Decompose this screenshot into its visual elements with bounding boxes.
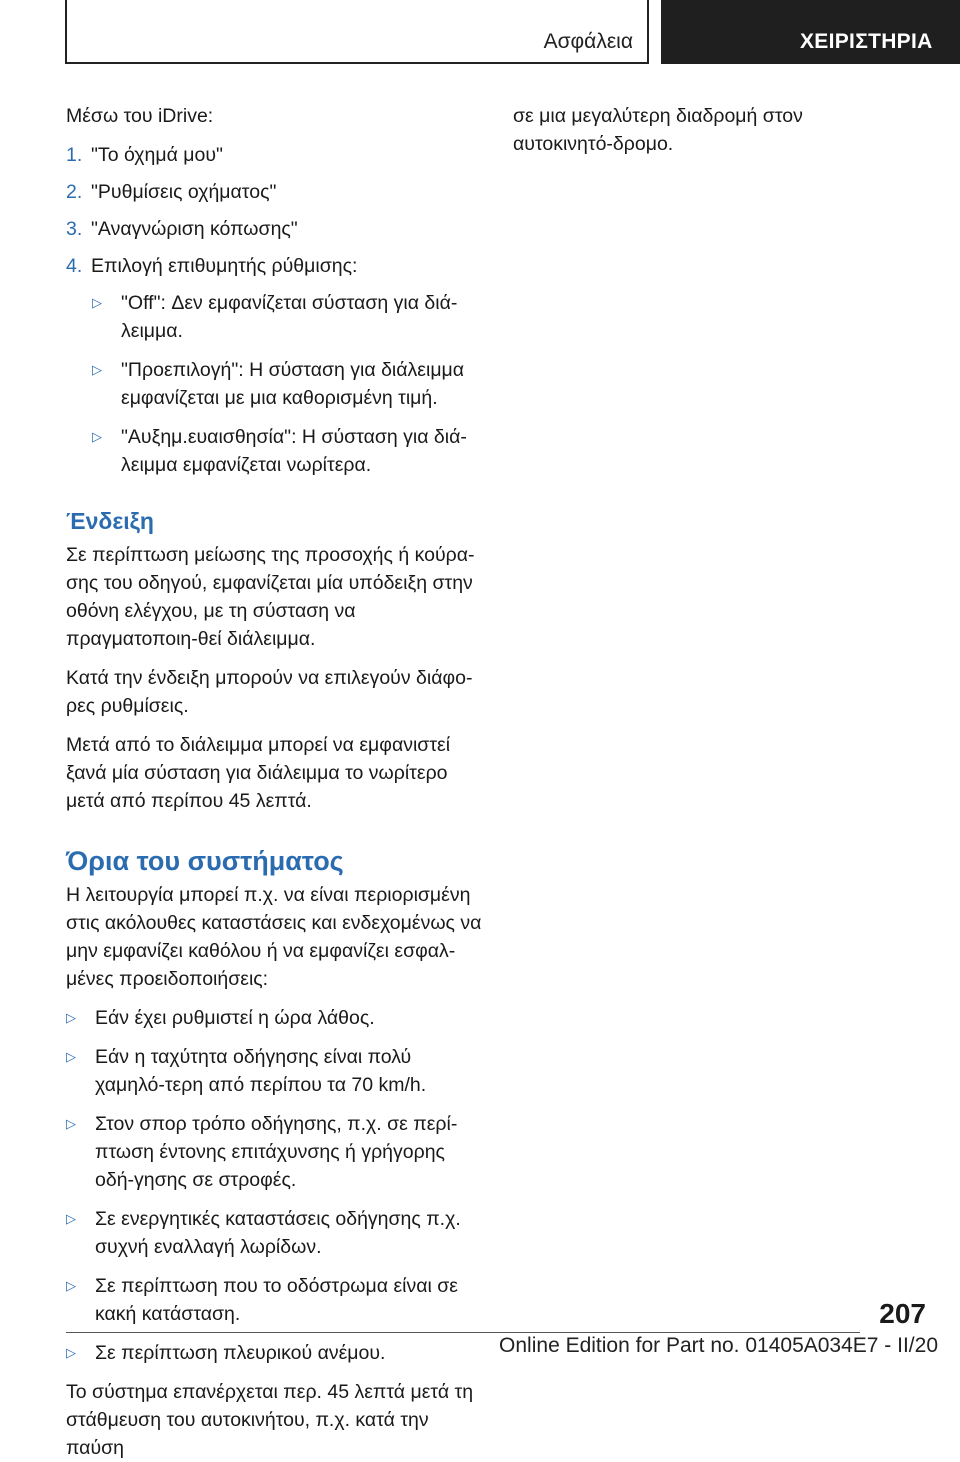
closing-paragraph: Το σύστημα επανέρχεται περ. 45 λεπτά μετά τη στάθμευση του αυτοκινήτου, π.χ. κατά την παύση xyxy=(66,1381,474,1459)
footer-divider xyxy=(66,1332,860,1333)
limit-item xyxy=(66,1272,486,1328)
triangle-right-icon: ▷ xyxy=(66,1345,76,1360)
option-item xyxy=(92,356,486,412)
limit-text: Εάν έχει ρυθμιστεί η ώρα λάθος. xyxy=(95,1007,375,1029)
limit-text: Στον σπορ τρόπο οδήγησης, π.χ. σε περί-πτωση έντονης επιτάχυνσης ή γρήγορης οδή-γησης σε στροφές. xyxy=(95,1113,458,1191)
step-number: 1. xyxy=(66,144,83,166)
option-list xyxy=(66,289,486,479)
limits-list xyxy=(66,1004,486,1367)
step-number: 3. xyxy=(66,218,83,240)
left-column xyxy=(66,102,486,1462)
display-heading: Ένδειξη xyxy=(66,508,154,534)
footer-edition: Online Edition for Part no. 01405A034E7 - II/20 xyxy=(499,1334,938,1357)
triangle-right-icon: ▷ xyxy=(66,1116,76,1131)
step-number: 2. xyxy=(66,181,83,203)
header-chapter-tab: ΧΕΙΡΙΣΤΗΡΙΑ xyxy=(661,0,960,64)
limit-item xyxy=(66,1004,486,1032)
limit-item xyxy=(66,1339,486,1367)
triangle-right-icon: ▷ xyxy=(66,1211,76,1226)
limit-text: Σε περίπτωση πλευρικού ανέμου. xyxy=(95,1342,386,1364)
step-text: "Αναγνώριση κόπωσης" xyxy=(91,218,298,240)
limit-item xyxy=(66,1043,486,1099)
triangle-right-icon: ▷ xyxy=(92,362,102,377)
limit-text: Σε ενεργητικές καταστάσεις οδήγησης π.χ. συχνή εναλλαγή λωρίδων. xyxy=(95,1208,461,1258)
limit-item xyxy=(66,1205,486,1261)
triangle-right-icon: ▷ xyxy=(92,295,102,310)
option-item xyxy=(92,289,486,345)
triangle-right-icon: ▷ xyxy=(66,1278,76,1293)
step-item xyxy=(66,141,486,169)
display-paragraph: Μετά από το διάλειμμα μπορεί να εμφανιστεί ξανά μία σύσταση για διάλειμμα το νωρίτερο μετά από περίπου 45 λεπτά. xyxy=(66,734,451,812)
option-text: "Προεπιλογή": Η σύσταση για διάλειμμα εμφανίζεται με μια καθορισμένη τιμή. xyxy=(121,359,465,409)
header-section-box xyxy=(65,0,649,64)
limit-text: Εάν η ταχύτητα οδήγησης είναι πολύ χαμηλό-τερη από περίπου τα 70 km/h. xyxy=(95,1046,427,1096)
triangle-right-icon: ▷ xyxy=(92,429,102,444)
step-item xyxy=(66,178,486,206)
option-item xyxy=(92,423,486,479)
header-section-title: Ασφάλεια xyxy=(543,30,633,53)
display-paragraph: Σε περίπτωση μείωσης της προσοχής ή κούρα-σης του οδηγού, εμφανίζεται μία υπόδειξη στην οθόνη ελέγχου, με τη σύσταση να πραγματοποιη-θεί διάλειμμα. xyxy=(66,544,475,650)
limit-text: Σε περίπτωση που το οδόστρωμα είναι σε κακή κατάσταση. xyxy=(95,1275,458,1325)
step-list xyxy=(66,141,486,280)
option-text: "Off": Δεν εμφανίζεται σύσταση για διά-λειμμα. xyxy=(121,292,458,342)
step-number: 4. xyxy=(66,255,83,277)
triangle-right-icon: ▷ xyxy=(66,1049,76,1064)
intro-text: Μέσω του iDrive: xyxy=(66,105,214,127)
step-text: Επιλογή επιθυμητής ρύθμισης: xyxy=(91,255,358,277)
triangle-right-icon: ▷ xyxy=(66,1010,76,1025)
limit-item xyxy=(66,1110,486,1194)
step-item xyxy=(66,215,486,243)
limits-heading: Όρια του συστήματος xyxy=(66,846,344,876)
limits-intro: Η λειτουργία μπορεί π.χ. να είναι περιορισμένη στις ακόλουθες καταστάσεις και ενδεχομένως να μην εμφανίζει καθόλου ή να εμφανίζει εσφαλ-μένες προειδοποιήσεις: xyxy=(66,884,482,990)
option-text: "Αυξημ.ευαισθησία": Η σύσταση για διά-λειμμα εμφανίζεται νωρίτερα. xyxy=(121,426,467,476)
page-number: 207 xyxy=(879,1298,926,1329)
right-column xyxy=(513,102,908,158)
step-text: "Ρυθμίσεις οχήματος" xyxy=(91,181,277,203)
display-paragraph: Κατά την ένδειξη μπορούν να επιλεγούν διάφο-ρες ρυθμίσεις. xyxy=(66,667,473,717)
step-text: "Το όχημά μου" xyxy=(91,144,223,166)
step-item xyxy=(66,252,486,280)
continuation-paragraph: σε μια μεγαλύτερη διαδρομή στον αυτοκινητό-δρομο. xyxy=(513,105,803,155)
